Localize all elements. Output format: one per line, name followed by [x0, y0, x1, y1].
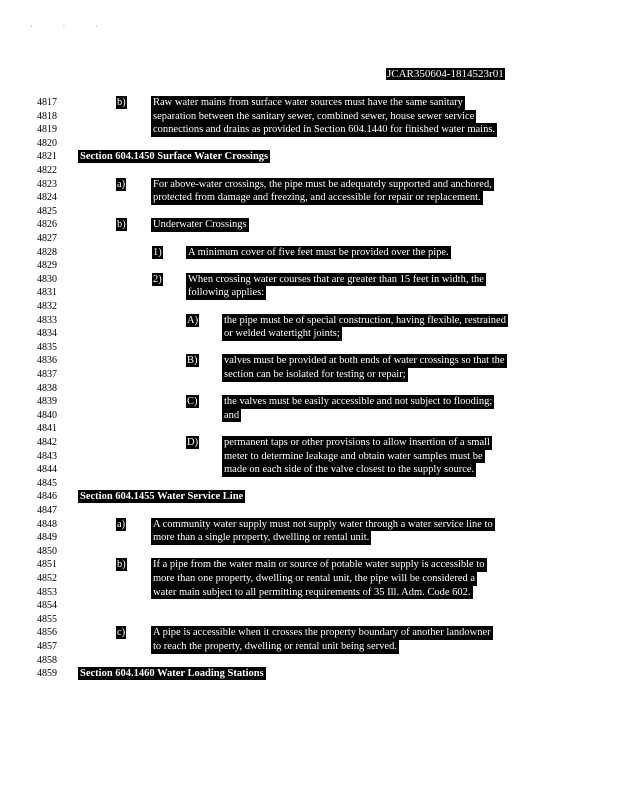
line-number: 4836: [37, 355, 57, 367]
line-number: 4838: [37, 382, 57, 394]
line-number: 4840: [37, 409, 57, 421]
item-label: c): [117, 627, 126, 639]
line-number: 4856: [37, 627, 57, 639]
line-number: 4849: [37, 532, 57, 544]
section-heading: Section 604.1455 Water Service Line: [80, 491, 244, 503]
line-number: 4843: [37, 450, 57, 462]
line-number: 4835: [37, 341, 57, 353]
paragraph-line: When crossing water courses that are greater than 15 feet in width, the: [188, 273, 484, 285]
paragraph-line: the valves must be easily accessible and not subject to flooding;: [224, 396, 493, 408]
line-number: 4851: [37, 559, 57, 571]
line-number: 4825: [37, 205, 57, 217]
line-number: 4824: [37, 192, 57, 204]
paragraph-line: A pipe is accessible when it crosses the property boundary of another landowner: [153, 627, 491, 639]
paragraph-line: A minimum cover of five feet must be provided over the pipe.: [188, 246, 449, 258]
line-number: 4841: [37, 423, 57, 435]
item-label: B): [187, 355, 198, 367]
line-number: 4833: [37, 314, 57, 326]
line-number: 4853: [37, 586, 57, 598]
paragraph-line: more than one property, dwelling or rental unit, the pipe will be considered a: [153, 573, 476, 584]
item-label: 2): [153, 273, 162, 285]
line-number: 4857: [37, 641, 57, 652]
paragraph-line: meter to determine leakage and obtain water samples must be: [224, 450, 483, 462]
line-number: 4858: [37, 654, 57, 666]
line-number: 4855: [37, 613, 57, 625]
line-number: 4817: [37, 97, 57, 108]
line-number: 4845: [37, 477, 57, 489]
paragraph-line: and: [224, 409, 240, 421]
line-number: 4826: [37, 219, 57, 231]
paragraph-line: water main subject to all permitting requirements of 35 Ill. Adm. Code 602.: [153, 586, 471, 598]
item-label: b): [117, 559, 126, 571]
section-heading: Section 604.1460 Water Loading Stations: [80, 668, 264, 680]
line-number: 4830: [37, 273, 57, 285]
line-number: 4827: [37, 233, 57, 244]
paragraph-line: the pipe must be of special construction, having flexible, restrained: [224, 314, 506, 326]
paragraph-line: protected from damage and freezing, and accessible for repair or replacement.: [153, 192, 481, 204]
line-number: 4823: [37, 178, 57, 190]
line-number: 4852: [37, 573, 57, 584]
item-label: b): [117, 97, 126, 108]
line-number: 4837: [37, 369, 57, 380]
line-number: 4847: [37, 505, 57, 516]
paragraph-line: connections and drains as provided in Section 604.1440 for finished water mains.: [153, 124, 496, 136]
paragraph-line: made on each side of the valve closest to the supply source.: [224, 464, 475, 476]
line-number: 4819: [37, 124, 57, 136]
paragraph-line: valves must be provided at both ends of water crossings so that the: [224, 355, 505, 367]
line-number: 4834: [37, 328, 57, 340]
line-number: 4821: [37, 151, 57, 163]
scan-artifact: · · ·: [30, 22, 112, 31]
line-number: 4848: [37, 518, 57, 530]
item-label: 1): [153, 246, 162, 258]
paragraph-line: permanent taps or other provisions to allow insertion of a small: [224, 437, 490, 448]
line-number: 4828: [37, 246, 57, 258]
line-number: 4854: [37, 600, 57, 612]
line-number: 4832: [37, 301, 57, 312]
paragraph-line: For above-water crossings, the pipe must be adequately supported and anchored,: [153, 178, 492, 190]
paragraph-line: to reach the property, dwelling or rental unit being served.: [153, 641, 397, 652]
line-number: 4820: [37, 137, 57, 149]
paragraph-line: Underwater Crossings: [153, 219, 247, 231]
item-label: A): [187, 314, 199, 326]
line-number: 4831: [37, 287, 57, 299]
paragraph-line: following applies:: [188, 287, 265, 299]
paragraph-line: A community water supply must not supply water through a water service line to: [153, 518, 493, 530]
line-number: 4842: [37, 437, 57, 448]
paragraph-line: or welded watertight joints;: [224, 328, 340, 340]
item-label: C): [187, 396, 198, 408]
item-label: a): [117, 178, 126, 190]
paragraph-line: more than a single property, dwelling or rental unit.: [153, 532, 370, 544]
line-number: 4850: [37, 545, 57, 557]
line-number: 4829: [37, 260, 57, 272]
paragraph-line: Raw water mains from surface water sources must have the same sanitary: [153, 97, 463, 108]
item-label: D): [187, 437, 199, 448]
line-number: 4846: [37, 491, 57, 503]
paragraph-line: If a pipe from the water main or source of potable water supply is accessible to: [153, 559, 485, 571]
line-number: 4844: [37, 464, 57, 476]
section-heading: Section 604.1450 Surface Water Crossings: [80, 151, 269, 163]
document-header-id: JCAR350604-1814523r01: [387, 68, 504, 80]
paragraph-line: section can be isolated for testing or repair;: [224, 369, 406, 380]
paragraph-line: separation between the sanitary sewer, combined sewer, house sewer service: [153, 110, 475, 122]
line-number: 4839: [37, 396, 57, 408]
line-number: 4818: [37, 110, 57, 122]
item-label: a): [117, 518, 126, 530]
item-label: b): [117, 219, 126, 231]
line-number: 4859: [37, 668, 57, 680]
line-number: 4822: [37, 165, 57, 176]
